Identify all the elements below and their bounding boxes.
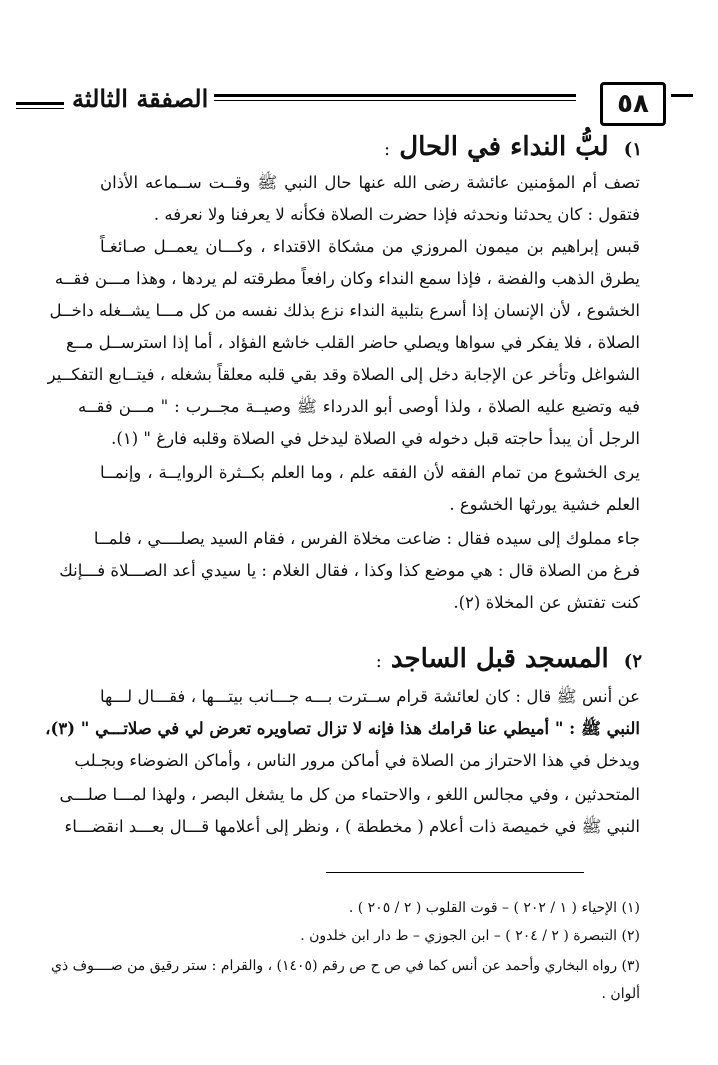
page-number: ٥٨ [600,82,666,126]
section-1-suffix: : [384,139,391,160]
section-1-title: لبُّ النداء في الحال [399,132,609,162]
body-line: العلم خشية يورثها الخشوع . [449,495,640,514]
body-line: يطرق الذهب والفضة ، فإذا سمع النداء وكان رافعاً مطرقته لم يردها ، وهذا مـــن فقــه [54,269,640,288]
body-line: الشواغل وتأخر عن الإجابة دخل إلى الصلاة وقد بقي قلبه معلقاً بشغله ، فيتــابع التفكــير [47,365,640,384]
body-line: فيه وتضيع عليه الصلاة ، ولذا أوصى أبو الدرداء ﷺ وصيــة مجــرب : " مـــن فقــه [78,397,640,416]
body-line: قبس إبراهيم بن ميمون المروزي من مشكاة الاقتداء ، وكـــان يعمــل صـائغـاً [100,237,640,256]
body-line: تصف أم المؤمنين عائشة رضى الله عنها حال النبي ﷺ وقــت ســماعه الأذان [100,173,640,192]
body-line: فرغ من الصلاة قال : هي موضع كذا وكذا ، فقال الغلام : يا سيدي أعد الصـــلاة فـــإنك [59,561,640,580]
body-line: كنت تفتش عن المخلاة (٢). [453,593,640,612]
body-line: المتحدثين ، وفي مجالس اللغو ، والاحتماء من كل ما يشغل البصر ، ولهذا لمـــا صلـــى [59,785,640,804]
body-line: النبي ﷺ : " أميطي عنا قرامك هذا فإنه لا تزال تصاويره تعرض لي في صلاتـــي " (٣)، [45,719,640,738]
footnote-divider [326,872,584,873]
header-rule-middle-under [196,100,576,101]
section-2-heading [376,644,642,674]
body-line: جاء مملوك إلى سيده فقال : ضاعت مخلاة الفرس ، فقام السيد يصلــــي ، فلمــا [93,529,640,548]
header-rule-left-under [16,108,64,109]
body-line: النبي ﷺ في خميصة ذات أعلام ( مخططة ) ، ونظر إلى أعلامها قـــال بعـــد انقضـــاء [64,817,640,836]
footnote: (١) الإحياء ( ١ / ٢٠٢ ) – قوت القلوب ( ٢ / ٢٠٥ ) . [348,900,640,916]
footnote: (٣) رواه البخاري وأحمد عن أنس كما في ص ح ص رقم (١٤٠٥) ، والقرام : ستر رقيق من صــــوف ذي [51,958,640,974]
body-line: فتقول : كان يحدثنا ونحدثه فإذا حضرت الصلاة فكأنه لا يعرفنا ولا نعرفه . [153,205,640,224]
header-rule-left [16,102,64,105]
header-rule-right [671,94,693,97]
body-line: الخشوع ، لأن الإنسان إذا أسرع بتلبية النداء نزع بذلك نفسه من كل مـــا يشــغله داخــل [49,301,640,320]
footnote: (٢) التبصرة ( ٢ / ٢٠٤ ) – ابن الجوزي – ط دار ابن خلدون . [300,928,640,944]
header-rule-middle [196,94,576,97]
section-2-title: المسجد قبل الساجد [390,644,609,674]
section-1-number: ١) [623,139,642,160]
section-2-suffix: : [375,651,382,672]
body-line: الرجل أن يبدأ حاجته قبل دخوله في الصلاة ليدخل في الصلاة وقلبه فارغ " (١). [111,429,640,448]
body-line: الصلاة ، فلا يفكر في سواها ويصلي حاضر القلب خاشع الفؤاد ، أما إذا استرســل مــع [66,333,640,352]
footnote: ألوان . [601,986,640,1002]
body-line: عن أنس ﷺ قال : كان لعائشة قرام ســترت بـــه جـــانب بيتـــها ، فقـــال لـــها [100,687,640,706]
body-line: يرى الخشوع من تمام الفقه لأن الفقه علم ، وما العلم بكــثرة الروايــة ، وإنمــا [100,463,640,482]
section-2-number: ٢) [623,651,642,672]
body-line: ويدخل في هذا الاحتراز من الصلاة في أماكن مرور الناس ، وأماكن الضوضاء وبجـلب [74,751,640,770]
running-title: الصفقة الثالثة [66,84,214,113]
section-1-heading [384,132,642,162]
page-header [16,82,696,122]
